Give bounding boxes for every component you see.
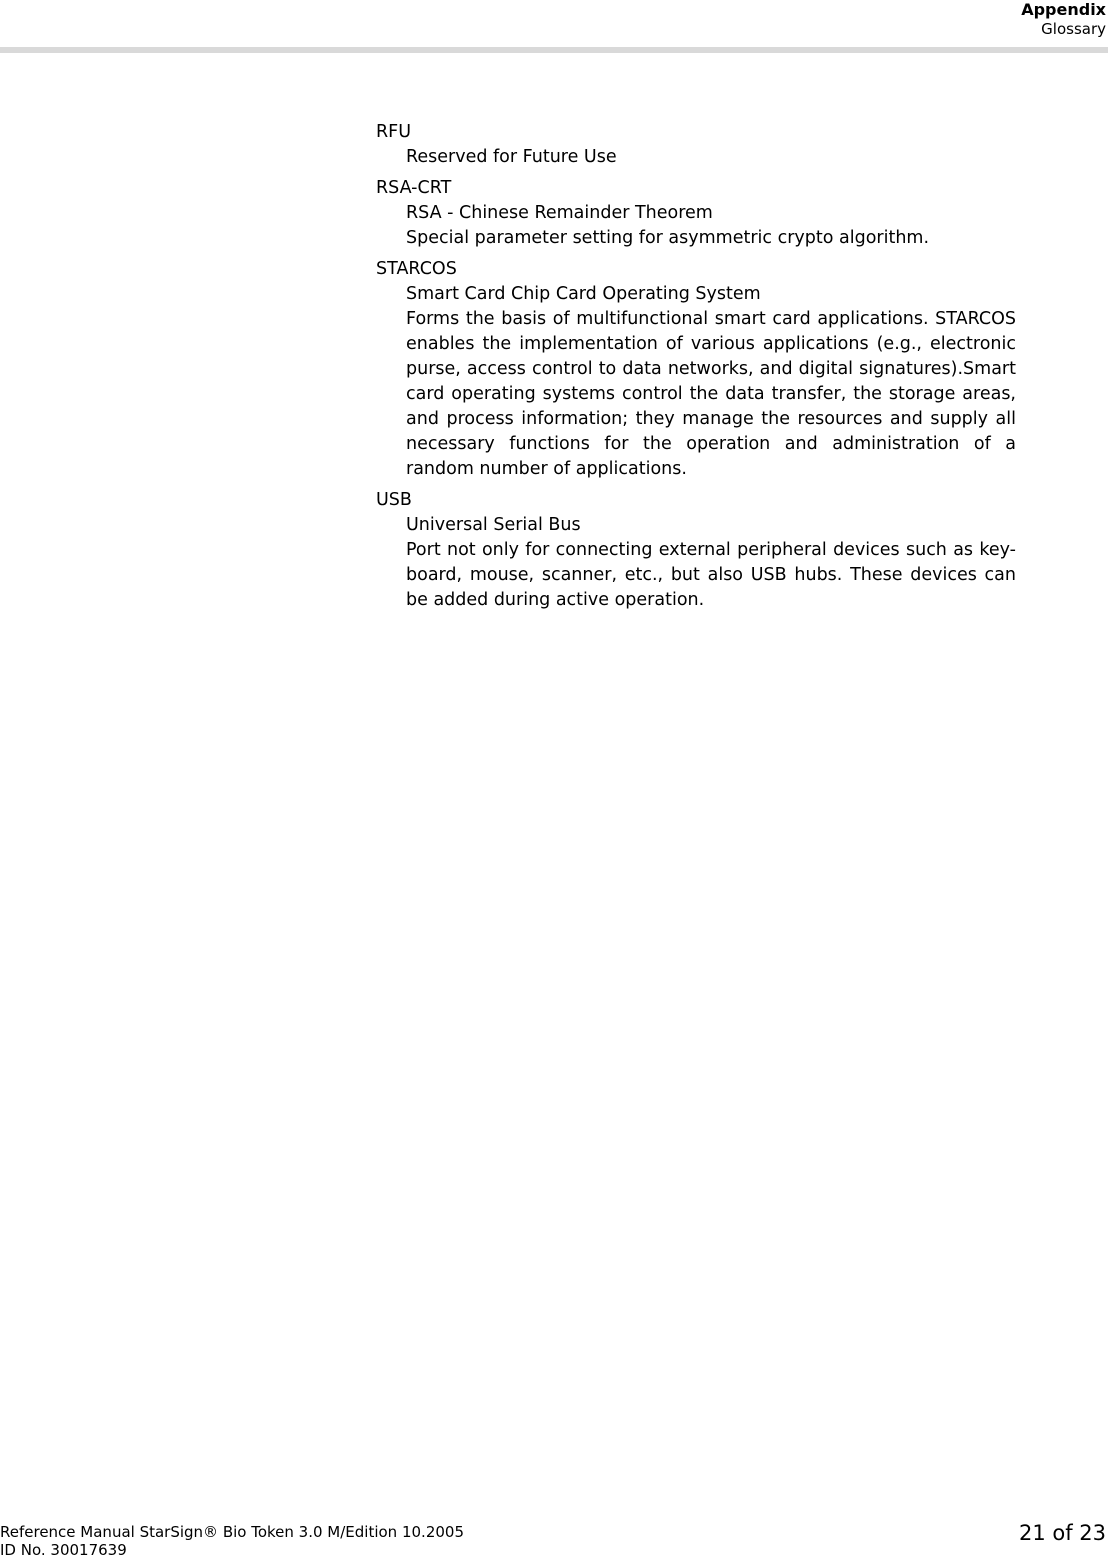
glossary-term: RSA-CRT: [376, 178, 452, 198]
footer-page-number: 21 of 23: [1018, 1521, 1106, 1545]
glossary-definition: Port not only for connecting external peripheral devices such as key-board, mouse, scanner, etc., but also USB hubs. These devices can be added during active operation.: [406, 540, 1016, 610]
glossary-entry-starcos: [376, 257, 1016, 482]
glossary-term: USB: [376, 490, 412, 510]
glossary-entry-rsa-crt: [376, 176, 1016, 251]
glossary-term: RFU: [376, 122, 412, 142]
glossary-list: [376, 120, 1016, 619]
header-divider: [0, 47, 1108, 53]
glossary-definition: Forms the basis of multifunctional smart card applications. STARCOS enables the implementation of various applications (e.g., electronic purse, access control to data networks, and digital signatures).Smart card operating systems control the data transfer, the storage areas, and process information; they manage the resources and supply all necessary functions for the operation and administration of a random number of applications.: [406, 309, 1016, 479]
page-header: [1021, 0, 1108, 39]
glossary-expansion: Reserved for Future Use: [406, 147, 617, 167]
header-subsection-title: Glossary: [1041, 20, 1106, 38]
footer-id-number: ID No. 30017639: [0, 1541, 127, 1559]
glossary-term: STARCOS: [376, 259, 457, 279]
footer-manual-title: Reference Manual StarSign® Bio Token 3.0 M/Edition 10.2005: [0, 1523, 464, 1541]
glossary-definition: Special parameter setting for asymmetric crypto algorithm.: [406, 228, 930, 248]
page-footer-info: [0, 1523, 464, 1559]
glossary-expansion: RSA - Chinese Remainder Theorem: [406, 203, 713, 223]
header-section-title: Appendix: [1021, 0, 1106, 19]
glossary-expansion: Universal Serial Bus: [406, 515, 581, 535]
glossary-entry-rfu: [376, 120, 1016, 170]
glossary-entry-usb: [376, 488, 1016, 613]
glossary-expansion: Smart Card Chip Card Operating System: [406, 284, 761, 304]
